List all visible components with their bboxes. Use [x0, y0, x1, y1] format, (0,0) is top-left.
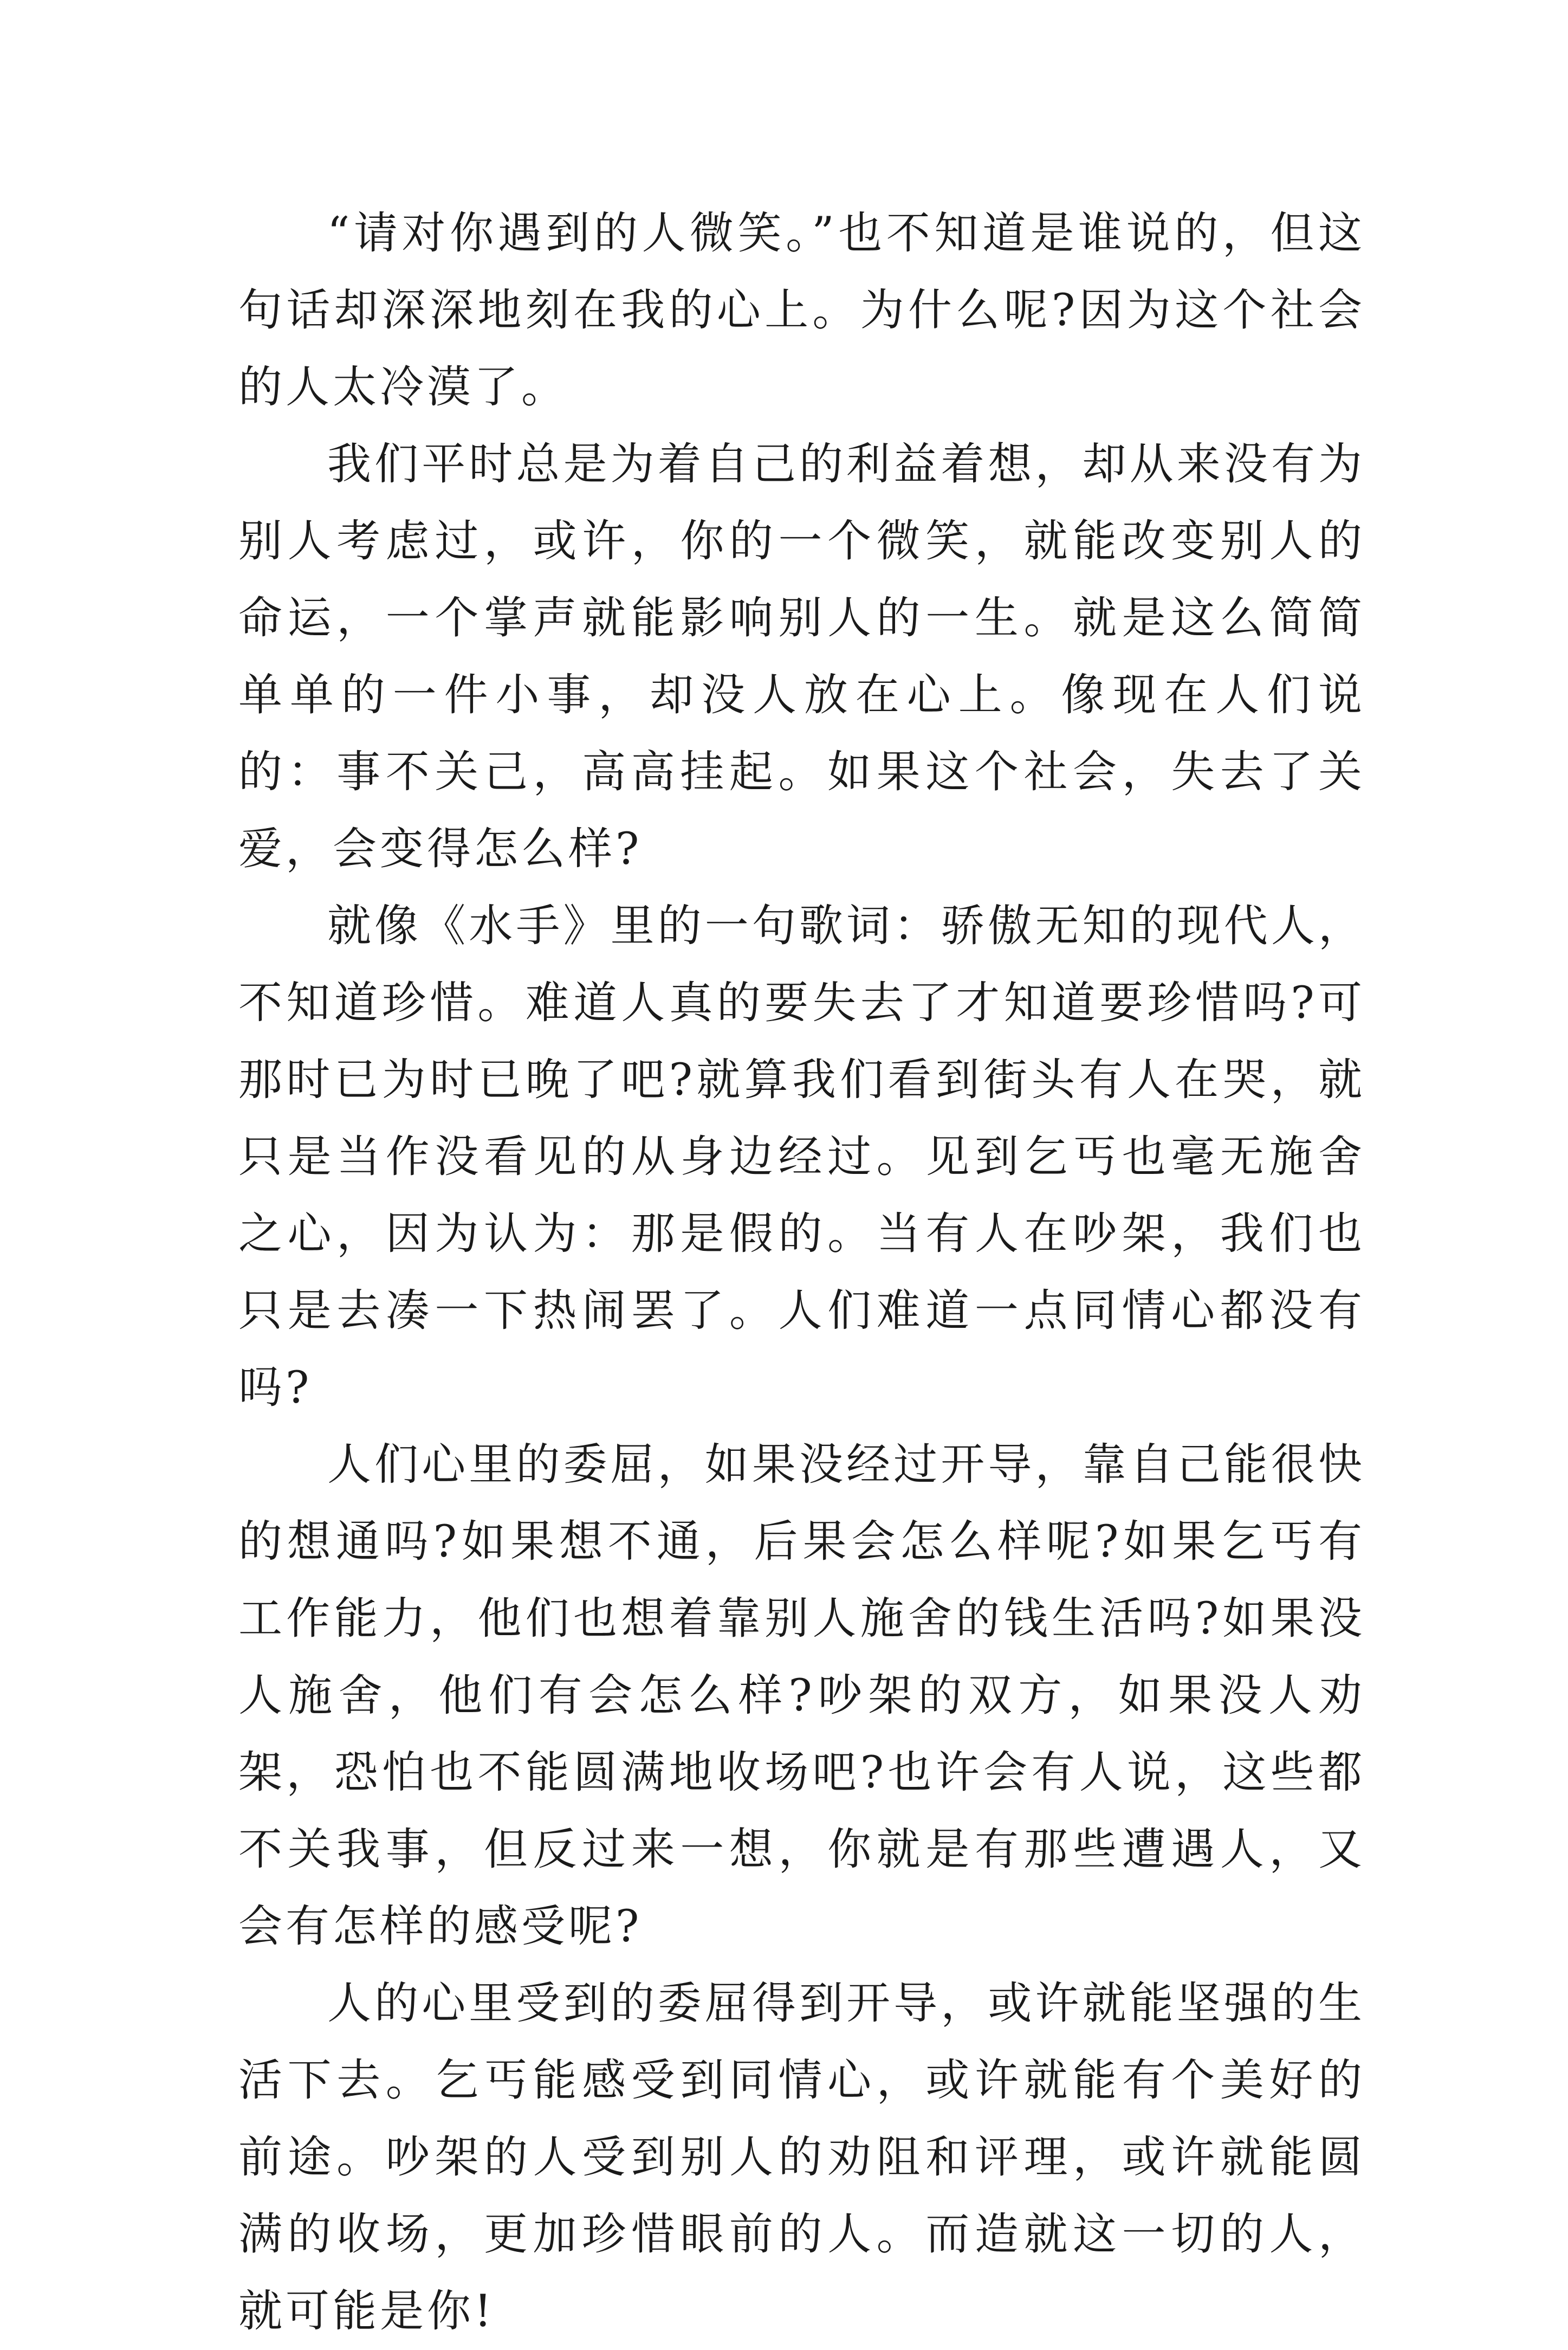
paragraph-1: “请对你遇到的人微笑。”也不知道是谁说的，但这句话却深深地刻在我的心上。为什么呢?因为这个社会的人太冷漠了。	[238, 208, 1365, 413]
paragraph-5: 人的心里受到的委屈得到开导，或许就能坚强的生活下去。乞丐能感受到同情心，或许就能有个美好的前途。吵架的人受到别人的劝阻和评理，或许就能圆满的收场，更加珍惜眼前的人。而造就这一切的人，就可能是你!	[238, 1978, 1365, 2337]
paragraph-3: 就像《水手》里的一句歌词：骄傲无知的现代人，不知道珍惜。难道人真的要失去了才知道要珍惜吗?可那时已为时已晚了吧?就算我们看到街头有人在哭，就只是当作没看见的从身边经过。见到乞丐也毫无施舍之心，因为认为：那是假的。当有人在吵架，我们也只是去凑一下热闹罢了。人们难道一点同情心都没有吗?	[238, 901, 1365, 1413]
essay-body	[238, 195, 1365, 2350]
paragraph-4: 人们心里的委屈，如果没经过开导，靠自己能很快的想通吗?如果想不通，后果会怎么样呢?如果乞丐有工作能力，他们也想着靠别人施舍的钱生活吗?如果没人施舍，他们有会怎么样?吵架的双方，如果没人劝架，恐怕也不能圆满地收场吧?也许会有人说，这些都不关我事，但反过来一想，你就是有那些遭遇人，又会有怎样的感受呢?	[238, 1439, 1365, 1952]
paragraph-2: 我们平时总是为着自己的利益着想，却从来没有为别人考虑过，或许，你的一个微笑，就能改变别人的命运，一个掌声就能影响别人的一生。就是这么简简单单的一件小事，却没人放在心上。像现在人们说的：事不关己，高高挂起。如果这个社会，失去了关爱，会变得怎么样?	[238, 439, 1365, 875]
